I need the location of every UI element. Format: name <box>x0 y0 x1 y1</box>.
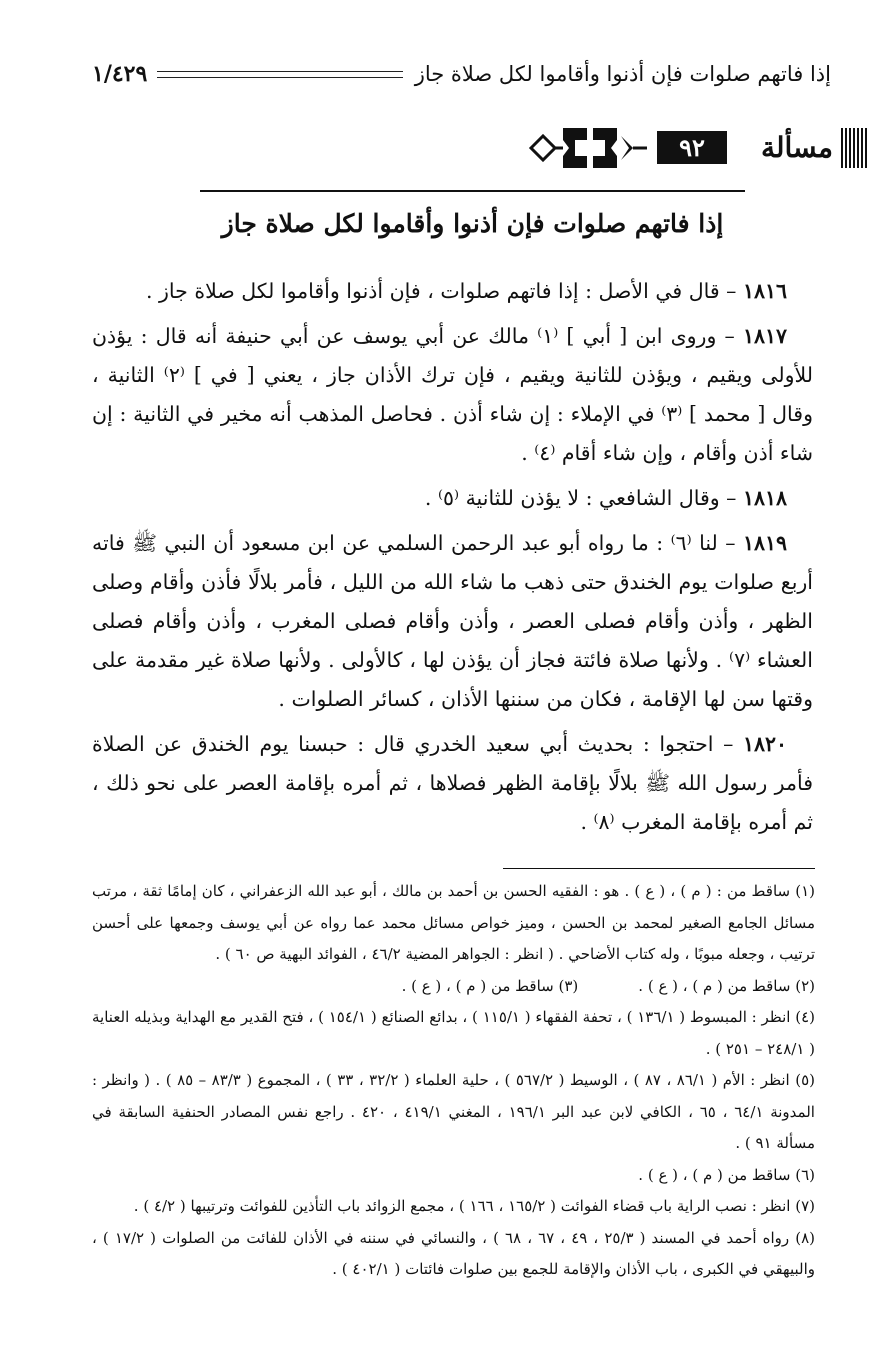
footnotes <box>92 876 815 1286</box>
footnote-rule <box>503 868 815 869</box>
footnote-8: (٨) رواه أحمد في المسند ( ٢٥/٣ ، ٤٩ ، ٦٧ ، ٦٨ ) ، والنسائي في سننه في الأذان للفائت من الصلوات ( ١٧/٢ ) ، والبيهقي في الكبرى ، باب الأذان والإقامة للجمع بين صلوات فائتات ( ٤٠٢/١ ) . <box>92 1228 815 1278</box>
paragraph-number: ١٨١٩ <box>742 531 787 555</box>
footnote-5: (٥) انظر : الأم ( ٨٦/١ ، ٨٧ ) ، الوسيط ( ٥٦٧/٢ ) ، حلية العلماء ( ٣٢/٢ ، ٣٣ ) ، المجموع ( ٨٣/٣ – ٨٥ ) . ( وانظر : المدونة ٦٤/١ ، ٦٥ ، الكافي لابن عبد البر ١٩٦/١ ، المغني ٤١٩/١ ، ٤٢٠ . راجع نفس المصادر الحنفية السابقة في مسألة ٩١ ) . <box>92 1071 815 1152</box>
paragraph-1816 <box>92 272 813 311</box>
running-header <box>92 56 831 92</box>
paragraph-number: ١٨١٨ <box>742 486 787 510</box>
masala-number: ٩٢ <box>657 131 727 164</box>
footnote-2: (٢) ساقط من ( م ) ، ( ع ) . <box>638 976 815 995</box>
paragraph-text: – قال في الأصل : إذا فاتهم صلوات ، فإن أذنوا وأقاموا لكل صلاة جاز . <box>146 279 743 303</box>
footnote-3: (٣) ساقط من ( م ) ، ( ع ) . <box>401 976 579 995</box>
paragraph-number: ١٨١٦ <box>742 279 787 303</box>
paragraph-text: – وروى ابن [ أبي ] ⁽١⁾ مالك عن أبي يوسف عن أبي حنيفة أنه قال : يؤذن للأولى ويقيم ، ويؤذن للثانية ويقيم ، فإن ترك الأذان جاز ، يعني [ في ] ⁽٢⁾ الثانية ، وقال [ محمد ] ⁽٣⁾ في الإملاء : إن شاء أذن . فحاصل المذهب أنه مخير في الثانية : إن شاء أذن وأقام ، وإن شاء أقام ⁽٤⁾ . <box>92 324 813 465</box>
footnote-4: (٤) انظر : المبسوط ( ١٣٦/١ ) ، تحفة الفقهاء ( ١١٥/١ ) ، بدائع الصنائع ( ١٥٤/١ ) ، فتح القدير مع الهداية وبذيله العناية ( ٢٤٨/١ – ٢٥١ ) . <box>92 1008 815 1058</box>
running-title: إذا فاتهم صلوات فإن أذنوا وأقاموا لكل صلاة جاز <box>414 62 831 86</box>
paragraph-1819 <box>92 524 813 719</box>
paragraph-number: ١٨١٧ <box>742 324 787 348</box>
masala-banner <box>0 118 873 178</box>
ornament-icon <box>529 122 649 174</box>
paragraph-1817 <box>92 317 813 473</box>
footnote-7: (٧) انظر : نصب الراية باب قضاء الفوائت ( ١٦٥/٢ ، ١٦٦ ) ، مجمع الزوائد باب التأذين للفوائت وترتيبها ( ٤/٢ ) . <box>133 1197 815 1215</box>
header-rule <box>157 71 402 78</box>
masala-label: مسألة <box>760 131 833 164</box>
paragraph-number: ١٨٢٠ <box>742 732 787 756</box>
body-text <box>92 272 813 848</box>
section-title: إذا فاتهم صلوات فإن أذنوا وأقاموا لكل صلاة جاز <box>200 190 745 244</box>
paragraph-text: – وقال الشافعي : لا يؤذن للثانية ⁽٥⁾ . <box>424 486 743 510</box>
masala-bars <box>841 128 871 168</box>
footnote-pair-2-3 <box>92 971 815 1003</box>
paragraph-1820 <box>92 725 813 842</box>
paragraph-text: – لنا ⁽٦⁾ : ما رواه أبو عبد الرحمن السلمي عن ابن مسعود أن النبي ﷺ فاته أربع صلوات يوم الخندق حتى ذهب ما شاء الله من الليل ، فأمر بلالًا فأذن وأقام وصلى الظهر ، وأذن وأقام فصلى العصر ، وأذن وأقام فصلى المغرب ، وأذن وأقام فصلى العشاء ⁽٧⁾ . ولأنها صلاة فائتة فجاز أن يؤذن لها ، كالأولى . ولأنها صلاة غير مقدمة على وقتها سن لها الإقامة ، فكان من سننها الأذان ، كسائر الصلوات . <box>92 531 813 711</box>
paragraph-1818 <box>92 479 813 518</box>
footnote-6: (٦) ساقط من ( م ) ، ( ع ) . <box>638 1165 815 1184</box>
footnote-1: (١) ساقط من : ( م ) ، ( ع ) . هو : الفقيه الحسن بن أحمد بن مالك ، أبو عبد الله الزعفراني ، كان إمامًا ثقة ، مرتب مسائل الجامع الصغير لمحمد بن الحسن ، وميز خواص مسائل محمد عما رواه عن أبي يوسف وجمعها على أحسن ترتيب ، وجعله مبوبًا ، وله كتاب الأضاحي . ( انظر : الجواهر المضية ٤٦/٢ ، الفوائد البهية ص ٦٠ ) . <box>92 882 815 963</box>
page-number: ١/٤٢٩ <box>92 61 148 87</box>
paragraph-text: – احتجوا : بحديث أبي سعيد الخدري قال : حبسنا يوم الخندق عن الصلاة فأمر رسول الله ﷺ بلالًا بإقامة الظهر فصلاها ، ثم أمره بإقامة العصر على نحو ذلك ، ثم أمره بإقامة المغرب ⁽٨⁾ . <box>92 732 813 834</box>
